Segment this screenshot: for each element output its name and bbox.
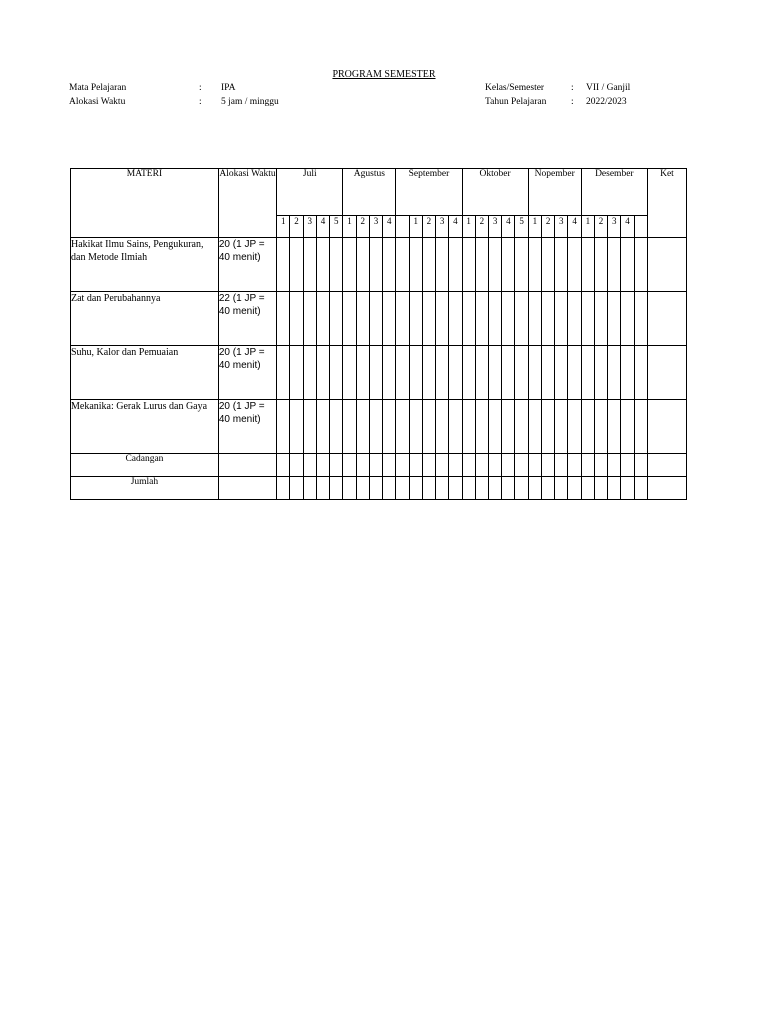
schedule-cell <box>634 346 647 400</box>
schedule-cell <box>528 346 541 400</box>
schedule-cell <box>462 400 475 454</box>
schedule-cell <box>515 238 528 292</box>
table-row <box>71 238 687 292</box>
schedule-cell <box>462 477 475 500</box>
schedule-cell <box>343 400 356 454</box>
schedule-cell <box>409 454 422 477</box>
schedule-cell <box>449 292 462 346</box>
week-number: 1 <box>528 216 541 238</box>
schedule-cell <box>541 292 554 346</box>
schedule-cell <box>303 400 316 454</box>
meta-key: Tahun Pelajaran <box>485 97 547 107</box>
schedule-cell <box>436 400 449 454</box>
schedule-cell <box>462 346 475 400</box>
alokasi-cell: 22 (1 JP = 40 menit) <box>218 292 276 346</box>
schedule-cell <box>356 477 369 500</box>
schedule-cell <box>316 292 329 346</box>
week-number: 4 <box>502 216 515 238</box>
schedule-cell <box>290 346 303 400</box>
schedule-cell <box>515 400 528 454</box>
schedule-cell <box>449 454 462 477</box>
schedule-cell <box>396 346 409 400</box>
schedule-cell <box>555 454 568 477</box>
schedule-cell <box>555 292 568 346</box>
schedule-cell <box>277 400 290 454</box>
alokasi-cell: 20 (1 JP = 40 menit) <box>218 238 276 292</box>
schedule-cell <box>383 400 396 454</box>
materi-header: MATERI <box>71 169 219 238</box>
schedule-cell <box>290 477 303 500</box>
schedule-cell <box>608 400 621 454</box>
meta-value: VII / Ganjil <box>586 83 631 93</box>
schedule-cell <box>502 477 515 500</box>
schedule-cell <box>330 346 343 400</box>
schedule-cell <box>621 292 634 346</box>
schedule-cell <box>277 454 290 477</box>
schedule-cell <box>515 454 528 477</box>
schedule-cell <box>475 477 488 500</box>
schedule-cell <box>621 400 634 454</box>
table-row <box>71 292 687 346</box>
title-text: PROGRAM SEMESTER <box>332 69 436 80</box>
schedule-cell <box>396 292 409 346</box>
schedule-cell <box>303 292 316 346</box>
schedule-cell <box>369 238 382 292</box>
schedule-cell <box>409 346 422 400</box>
materi-cell: Mekanika: Gerak Lurus dan Gaya <box>71 400 219 454</box>
schedule-cell <box>277 346 290 400</box>
schedule-cell <box>383 477 396 500</box>
meta-value: IPA <box>221 83 236 93</box>
program-semester-table <box>70 168 687 500</box>
schedule-cell <box>555 400 568 454</box>
week-number: 4 <box>621 216 634 238</box>
schedule-cell <box>449 400 462 454</box>
schedule-cell <box>608 346 621 400</box>
month-header: Juli <box>277 169 343 216</box>
schedule-cell <box>290 292 303 346</box>
schedule-cell <box>488 400 501 454</box>
meta-row <box>485 81 630 95</box>
schedule-cell <box>568 292 581 346</box>
schedule-cell <box>475 400 488 454</box>
schedule-cell <box>396 454 409 477</box>
schedule-cell <box>568 346 581 400</box>
schedule-cell <box>621 346 634 400</box>
week-number: 2 <box>356 216 369 238</box>
schedule-cell <box>594 238 607 292</box>
alokasi-cell: 20 (1 JP = 40 menit) <box>218 400 276 454</box>
schedule-cell <box>515 477 528 500</box>
week-number: 1 <box>409 216 422 238</box>
schedule-cell <box>462 292 475 346</box>
schedule-cell <box>488 238 501 292</box>
schedule-cell <box>356 454 369 477</box>
schedule-cell <box>277 477 290 500</box>
schedule-cell <box>290 454 303 477</box>
week-number: 1 <box>277 216 290 238</box>
schedule-cell <box>356 346 369 400</box>
schedule-cell <box>621 454 634 477</box>
schedule-cell <box>581 454 594 477</box>
schedule-cell <box>515 346 528 400</box>
ket-cell <box>647 238 686 292</box>
ket-cell <box>647 292 686 346</box>
meta-left <box>69 81 279 109</box>
schedule-cell <box>369 454 382 477</box>
schedule-cell <box>422 477 435 500</box>
schedule-cell <box>594 400 607 454</box>
meta-colon: : <box>199 97 202 107</box>
week-number: 3 <box>608 216 621 238</box>
schedule-cell <box>594 454 607 477</box>
schedule-cell <box>330 238 343 292</box>
materi-cell: Suhu, Kalor dan Pemuaian <box>71 346 219 400</box>
week-number: 3 <box>369 216 382 238</box>
week-number: 2 <box>541 216 554 238</box>
alokasi-cell: 20 (1 JP = 40 menit) <box>218 346 276 400</box>
schedule-cell <box>436 292 449 346</box>
schedule-cell <box>449 238 462 292</box>
schedule-cell <box>369 346 382 400</box>
meta-row <box>69 81 279 95</box>
schedule-cell <box>634 292 647 346</box>
alokasi-cell <box>218 454 276 477</box>
week-number: 5 <box>330 216 343 238</box>
meta-right <box>485 81 630 109</box>
header-row-months <box>71 169 687 216</box>
meta-key: Kelas/Semester <box>485 83 545 93</box>
schedule-cell <box>303 238 316 292</box>
schedule-cell <box>488 346 501 400</box>
week-number: 2 <box>475 216 488 238</box>
schedule-cell <box>330 454 343 477</box>
meta-key: Alokasi Waktu <box>69 97 126 107</box>
jumlah-row <box>71 477 687 500</box>
schedule-cell <box>621 477 634 500</box>
schedule-cell <box>488 454 501 477</box>
schedule-cell <box>369 477 382 500</box>
schedule-cell <box>528 238 541 292</box>
jumlah-label: Jumlah <box>71 477 219 500</box>
schedule-cell <box>383 454 396 477</box>
month-header: Agustus <box>343 169 396 216</box>
schedule-cell <box>316 238 329 292</box>
schedule-cell <box>316 400 329 454</box>
schedule-cell <box>409 238 422 292</box>
alokasi-header: Alokasi Waktu <box>218 169 276 238</box>
schedule-cell <box>383 346 396 400</box>
materi-cell: Zat dan Perubahannya <box>71 292 219 346</box>
schedule-cell <box>568 454 581 477</box>
ket-header: Ket <box>647 169 686 238</box>
meta-row <box>485 95 630 109</box>
schedule-cell <box>528 400 541 454</box>
schedule-cell <box>409 292 422 346</box>
week-number: 4 <box>383 216 396 238</box>
schedule-cell <box>369 400 382 454</box>
schedule-cell <box>330 400 343 454</box>
schedule-cell <box>436 238 449 292</box>
schedule-cell <box>316 454 329 477</box>
week-number: 4 <box>568 216 581 238</box>
schedule-cell <box>608 454 621 477</box>
week-number: 1 <box>581 216 594 238</box>
schedule-cell <box>555 346 568 400</box>
schedule-cell <box>475 292 488 346</box>
week-number: 3 <box>303 216 316 238</box>
schedule-cell <box>316 346 329 400</box>
ket-cell <box>647 454 686 477</box>
meta-colon: : <box>571 83 574 93</box>
schedule-cell <box>515 292 528 346</box>
schedule-cell <box>581 477 594 500</box>
schedule-cell <box>449 346 462 400</box>
schedule-cell <box>502 238 515 292</box>
schedule-cell <box>409 477 422 500</box>
schedule-cell <box>422 292 435 346</box>
schedule-cell <box>343 238 356 292</box>
week-number: 4 <box>449 216 462 238</box>
schedule-cell <box>528 477 541 500</box>
schedule-cell <box>422 400 435 454</box>
schedule-cell <box>608 238 621 292</box>
schedule-cell <box>541 400 554 454</box>
schedule-cell <box>475 238 488 292</box>
schedule-cell <box>502 400 515 454</box>
meta-value: 5 jam / minggu <box>221 97 279 107</box>
schedule-cell <box>594 477 607 500</box>
schedule-cell <box>343 292 356 346</box>
schedule-cell <box>330 292 343 346</box>
month-header: Oktober <box>462 169 528 216</box>
schedule-cell <box>634 238 647 292</box>
schedule-cell <box>581 400 594 454</box>
schedule-cell <box>568 477 581 500</box>
schedule-cell <box>383 238 396 292</box>
ket-cell <box>647 400 686 454</box>
schedule-cell <box>396 477 409 500</box>
week-number: 2 <box>422 216 435 238</box>
schedule-cell <box>290 238 303 292</box>
cadangan-row <box>71 454 687 477</box>
schedule-cell <box>277 292 290 346</box>
schedule-cell <box>502 454 515 477</box>
schedule-cell <box>581 292 594 346</box>
schedule-cell <box>502 292 515 346</box>
schedule-cell <box>303 477 316 500</box>
schedule-cell <box>356 238 369 292</box>
schedule-cell <box>396 400 409 454</box>
schedule-cell <box>422 346 435 400</box>
schedule-cell <box>277 238 290 292</box>
week-number: 1 <box>462 216 475 238</box>
schedule-cell <box>330 477 343 500</box>
week-number: 1 <box>343 216 356 238</box>
schedule-cell <box>422 454 435 477</box>
schedule-cell <box>356 292 369 346</box>
schedule-cell <box>488 477 501 500</box>
week-number: 4 <box>316 216 329 238</box>
schedule-cell <box>343 477 356 500</box>
schedule-cell <box>541 454 554 477</box>
schedule-cell <box>541 477 554 500</box>
meta-row <box>69 95 279 109</box>
materi-cell: Hakikat Ilmu Sains, Pengukuran, dan Metode Ilmiah <box>71 238 219 292</box>
ket-cell <box>647 477 686 500</box>
meta-key: Mata Pelajaran <box>69 83 127 93</box>
meta-value: 2022/2023 <box>586 97 627 107</box>
schedule-cell <box>541 346 554 400</box>
schedule-cell <box>488 292 501 346</box>
schedule-cell <box>343 454 356 477</box>
schedule-cell <box>555 238 568 292</box>
schedule-cell <box>290 400 303 454</box>
schedule-cell <box>594 346 607 400</box>
week-number: 5 <box>515 216 528 238</box>
week-number: 3 <box>555 216 568 238</box>
schedule-cell <box>369 292 382 346</box>
schedule-cell <box>303 454 316 477</box>
alokasi-cell <box>218 477 276 500</box>
schedule-cell <box>343 346 356 400</box>
week-number <box>396 216 409 238</box>
schedule-cell <box>396 238 409 292</box>
schedule-cell <box>316 477 329 500</box>
week-number: 2 <box>290 216 303 238</box>
table-row <box>71 400 687 454</box>
schedule-cell <box>568 400 581 454</box>
schedule-cell <box>621 238 634 292</box>
schedule-cell <box>436 477 449 500</box>
meta-colon: : <box>199 83 202 93</box>
schedule-cell <box>541 238 554 292</box>
schedule-cell <box>594 292 607 346</box>
schedule-cell <box>502 346 515 400</box>
schedule-cell <box>409 400 422 454</box>
schedule-cell <box>581 346 594 400</box>
schedule-cell <box>436 454 449 477</box>
schedule-cell <box>436 346 449 400</box>
schedule-cell <box>608 292 621 346</box>
schedule-cell <box>634 454 647 477</box>
schedule-cell <box>555 477 568 500</box>
week-number: 3 <box>488 216 501 238</box>
schedule-cell <box>449 477 462 500</box>
schedule-cell <box>422 238 435 292</box>
schedule-cell <box>581 238 594 292</box>
schedule-cell <box>608 477 621 500</box>
schedule-cell <box>634 477 647 500</box>
cadangan-label: Cadangan <box>71 454 219 477</box>
schedule-cell <box>356 400 369 454</box>
schedule-cell <box>568 238 581 292</box>
ket-cell <box>647 346 686 400</box>
month-header: Nopember <box>528 169 581 216</box>
meta-colon: : <box>571 97 574 107</box>
week-number <box>634 216 647 238</box>
table-row <box>71 346 687 400</box>
page-title <box>0 69 768 80</box>
schedule-cell <box>303 346 316 400</box>
week-number: 3 <box>436 216 449 238</box>
schedule-cell <box>462 454 475 477</box>
schedule-cell <box>462 238 475 292</box>
month-header: September <box>396 169 462 216</box>
month-header: Desember <box>581 169 647 216</box>
schedule-cell <box>475 346 488 400</box>
schedule-cell <box>475 454 488 477</box>
week-number: 2 <box>594 216 607 238</box>
schedule-cell <box>634 400 647 454</box>
schedule-cell <box>528 454 541 477</box>
schedule-cell <box>383 292 396 346</box>
schedule-cell <box>528 292 541 346</box>
